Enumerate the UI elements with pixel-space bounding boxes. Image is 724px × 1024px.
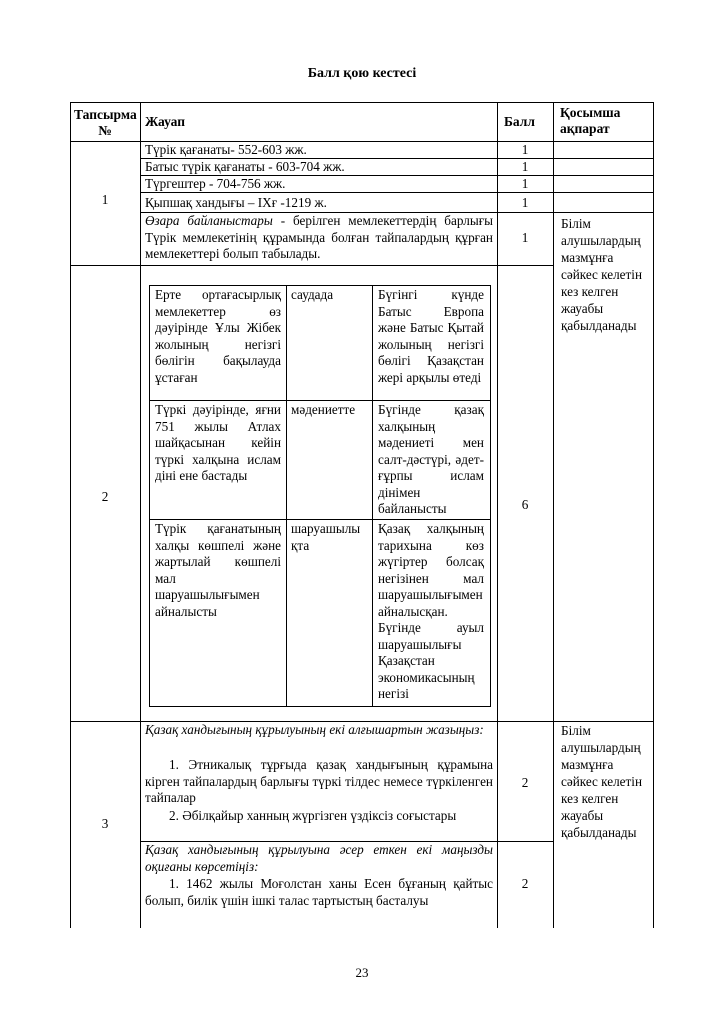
table-border-top xyxy=(70,102,654,103)
task2-row3-fact: Түрік қағанатының халқы көшпелі және жартылай көшпелі мал шаруашылығымен айналысты xyxy=(155,521,281,619)
task1-note: Білім алушылардың мазмұнға сәйкес келетін кез келген жауабы қабылданады xyxy=(561,216,643,333)
header-score: Балл xyxy=(504,114,535,129)
table-row-divider xyxy=(70,265,554,266)
task3-score-2: 2 xyxy=(521,876,529,891)
task1-score-1: 1 xyxy=(521,142,529,157)
task2-row1-today: Бүгінгі күнде Батыс Европа және Батыс Қытай жолының негізгі бөлігі Қазақстан жері арқылы өтеді xyxy=(378,287,484,385)
task2-row2-today: Бүгінде қазақ халқының мәдениеті мен салт-дәстүрі, әдет-ғұрпы ислам дінімен байланысты xyxy=(378,402,484,516)
task3-q1-item-1: 1. Этникалық тұрғыда қазақ хандығының құрамына кірген тайпалардың барлығы түркі тілдес немесе түркіленген тайпалар xyxy=(145,757,493,805)
task2-row2-sphere: мәдениетте xyxy=(291,402,356,417)
inner-col-divider xyxy=(372,285,373,706)
header-answer: Жауап xyxy=(145,114,185,129)
task3-score-1: 2 xyxy=(521,775,529,790)
task1-score-4: 1 xyxy=(521,195,529,210)
task2-number: 2 xyxy=(101,489,109,504)
task3-q1-item-2: 2. Әбілқайыр ханның жүргізген үздіксіз соғыстары xyxy=(169,808,457,823)
table-col-divider xyxy=(497,102,498,928)
task1-score-5: 1 xyxy=(521,230,529,245)
inner-row-divider xyxy=(149,519,490,520)
table-col-divider xyxy=(140,102,141,928)
header-additional-info: Қосымша ақпарат xyxy=(560,105,621,136)
table-col-divider xyxy=(553,102,554,928)
table-border-right xyxy=(653,102,654,928)
table-border-left xyxy=(70,102,71,928)
task3-question-1: Қазақ хандығының құрылуының екі алғышартын жазыңыз: xyxy=(145,722,484,737)
task2-row2-fact: Түркі дәуірінде, яғни 751 жылы Атлах шайқасынан кейін түркі халқына ислам діні ене бастады xyxy=(155,402,281,483)
task3-q2-item-1: 1. 1462 жылы Моғолстан ханы Есен бұғаның қайтыс болып, билік үшін ішкі талас тартыстың басталуы xyxy=(145,876,493,908)
task2-score: 6 xyxy=(521,497,529,512)
task2-row1-sphere: саудада xyxy=(291,287,334,302)
task1-score-2: 1 xyxy=(521,159,529,174)
inner-col-divider xyxy=(286,285,287,706)
task2-row3-today: Қазақ халқының тарихына көз жүгіртер болсақ негізінен мал шаруашылығымен айналысқан. Бүгінде ауыл шаруашылығы Қазақстан экономикасының негізі xyxy=(378,521,484,701)
task3-question-2: Қазақ хандығының құрылуына әсер еткен екі маңызды оқиғаны көрсетіңіз: xyxy=(145,842,493,874)
header-task-number: Тапсырма № xyxy=(74,107,137,138)
inner-row-divider xyxy=(149,400,490,401)
task2-row1-fact: Ерте ортағасырлық мемлекеттер өз дәуірінде Ұлы Жібек жолының негізгі бөлігін бақылауда ұстаған xyxy=(155,287,281,385)
task1-relation-text xyxy=(145,213,493,263)
task1-score-3: 1 xyxy=(521,176,529,191)
relation-label: Өзара байланыстары xyxy=(145,213,273,228)
relation-body: - берілген мемлекеттердің барлығы Түрік мемлекетінің құрамында болған тайпалардың құрған мемлекеттері болып табылады. xyxy=(145,213,493,261)
task1-number: 1 xyxy=(101,192,109,207)
task1-answer-2: Батыс түрік қағанаты - 603-704 жж. xyxy=(145,159,345,174)
task1-answer-4: Қыпшақ хандығы – IXғ -1219 ж. xyxy=(145,195,327,210)
page-number: 23 xyxy=(355,965,369,980)
page-title: Балл қою кестесі xyxy=(307,66,417,81)
task1-answer-3: Түргештер - 704-756 жж. xyxy=(145,176,286,191)
task1-answer-1: Түрік қағанаты- 552-603 жж. xyxy=(145,142,307,157)
task3-number: 3 xyxy=(101,816,109,831)
task2-row3-sphere: шаруашылықта xyxy=(291,521,361,553)
task3-note: Білім алушылардың мазмұнға сәйкес келетін кез келген жауабы қабылданады xyxy=(561,723,643,840)
